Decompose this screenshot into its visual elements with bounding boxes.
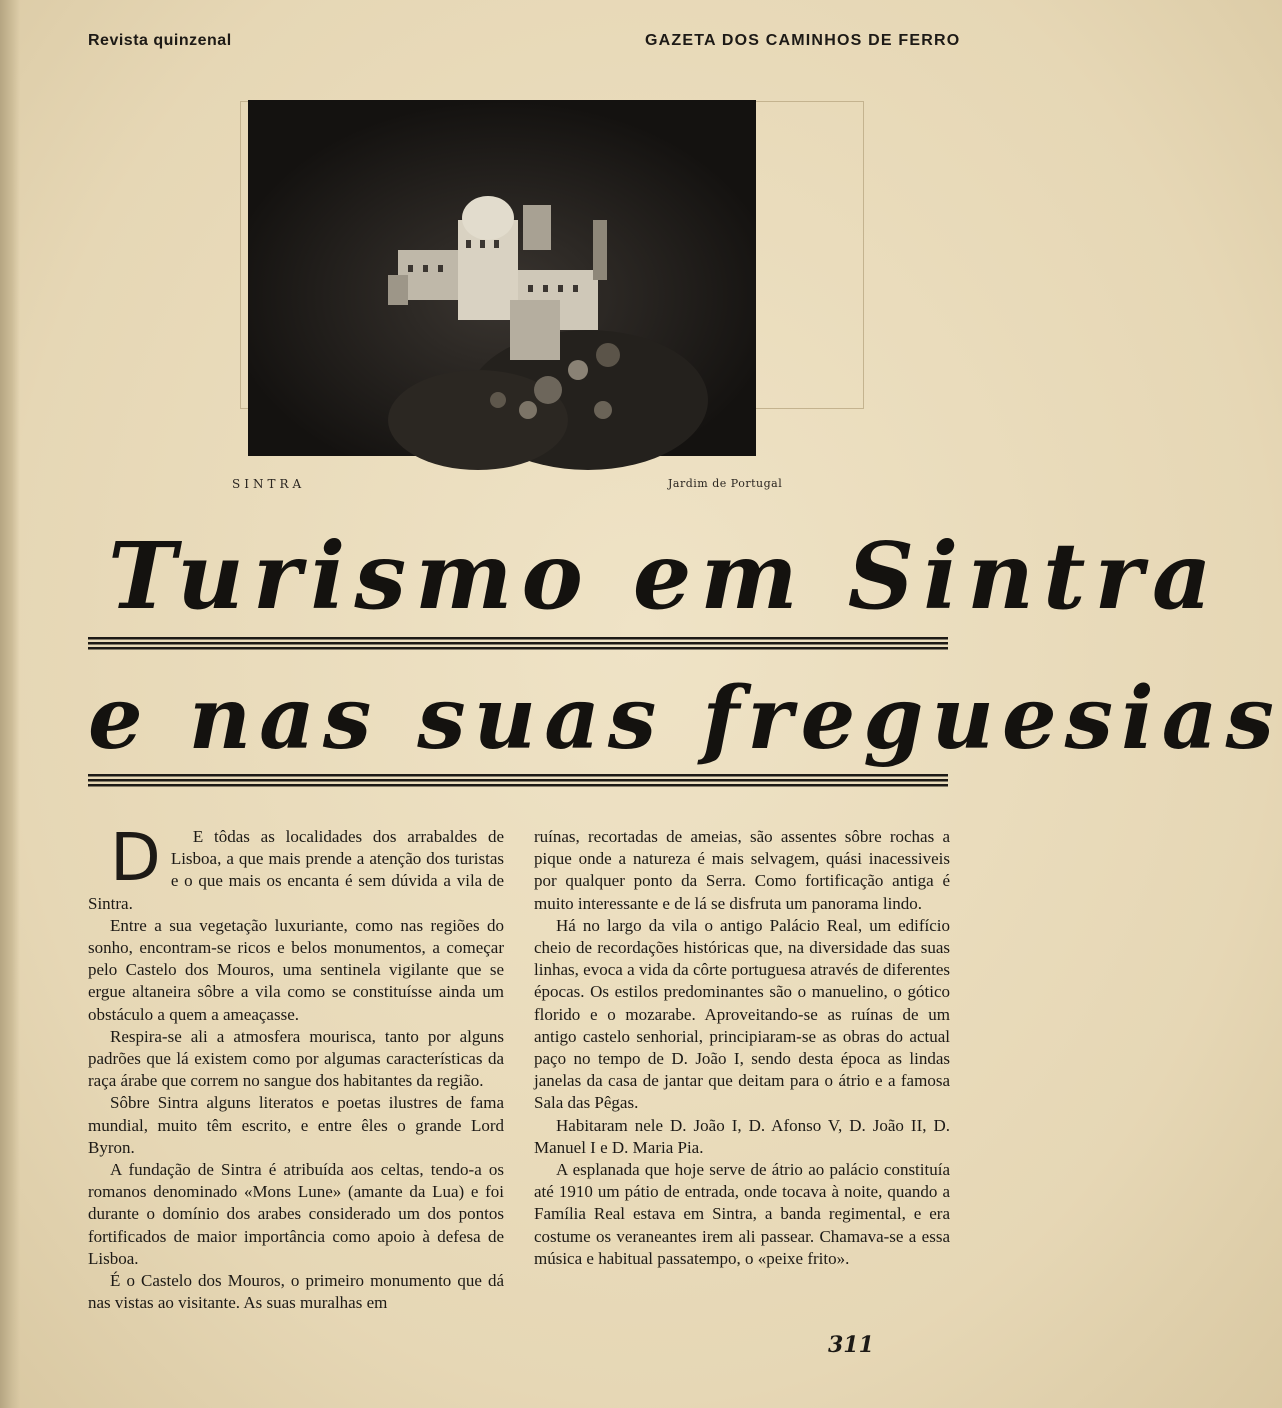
header-magazine-title: GAZETA DOS CAMINHOS DE FERRO — [645, 32, 961, 49]
paragraph: ruínas, recortadas de ameias, são assentes sôbre rochas a pique onde a natureza é mais selvagem, quási inacessiveis por qualquer ponto da Serra. Como fortificação antiga é muito interessante e de lá se disfruta um panorama lindo. — [534, 827, 950, 913]
article-title-line-1: Turismo em Sintra — [108, 522, 1221, 630]
title-rule-upper — [88, 637, 948, 651]
paragraph — [88, 819, 504, 915]
photo-caption-subtitle: Jardim de Portugal — [668, 477, 783, 490]
header-periodicity: Revista quinzenal — [88, 32, 232, 49]
palace-illustration — [248, 100, 756, 456]
paragraph: A fundação de Sintra é atribuída aos celtas, tendo-a os romanos denominado «Mons Lune» (amante da Lua) e foi durante o domínio dos arabes considerado um dos pontos fortificados de maior importância como apoio à defesa de Lisboa. — [88, 1160, 504, 1268]
drop-cap: D — [110, 819, 161, 896]
paragraph: Sôbre Sintra alguns literatos e poetas ilustres de fama mundial, muito têm escrito, e entre êles o grande Lord Byron. — [88, 1093, 504, 1157]
binding-edge — [0, 0, 20, 1408]
paragraph: A esplanada que hoje serve de átrio ao palácio constituía até 1910 um pátio de entrada, onde tocava à noite, quando a Família Real estava em Sintra, a banda regimental, e era costume os veraneantes irem ali passear. Chamava-se a essa música e habitual passatempo, o «peixe frito». — [534, 1160, 950, 1268]
paragraph-text: E tôdas as localidades dos arrabaldes de Lisboa, a que mais prende a atenção dos turistas e o que mais os encanta é sem dúvida a vila de Sintra. — [88, 827, 504, 913]
paragraph: Respira-se ali a atmosfera mourisca, tanto por alguns padrões que lá existem como por algumas características da raça árabe que correm no sangue dos habitantes da região. — [88, 1026, 504, 1091]
paragraph: É o Castelo dos Mouros, o primeiro monumento que dá nas vistas ao visitante. As suas muralhas em — [88, 1271, 504, 1313]
article-column-left — [88, 819, 504, 1314]
paragraph: Há no largo da vila o antigo Palácio Real, um edifício cheio de recordações históricas que, na diversidade das suas linhas, evoca a vida da côrte portuguesa através de diferentes épocas. Os estilos predominantes são o manuelino, o gótico florido e o mozarabe. Aproveitando-se as ruínas de um antigo castelo senhorial, principiaram-se as obras do actual paço no tempo de D. João I, sendo desta época as lindas janelas da casa de jantar que deitam para o átrio e a famosa Sala das Pêgas. — [534, 915, 950, 1113]
paragraph: Habitaram nele D. João I, D. Afonso V, D. João II, D. Manuel I e D. Maria Pia. — [534, 1115, 950, 1157]
title-rule-lower — [88, 774, 948, 788]
article-column-right — [534, 826, 950, 1270]
article-title-line-2: e nas suas freguesias — [88, 668, 1282, 769]
photo-caption-place: SINTRA — [232, 477, 306, 491]
page-number: 311 — [828, 1332, 874, 1358]
paragraph: Entre a sua vegetação luxuriante, como nas regiões do sonho, encontram-se ricos e belos monumentos, a começar pelo Castelo dos Mouros, uma sentinela vigilante que se ergue altaneira sôbre a vila como se constituísse ainda um obstáculo a quem a ameaçasse. — [88, 915, 504, 1024]
sintra-palace-photo — [248, 100, 756, 456]
